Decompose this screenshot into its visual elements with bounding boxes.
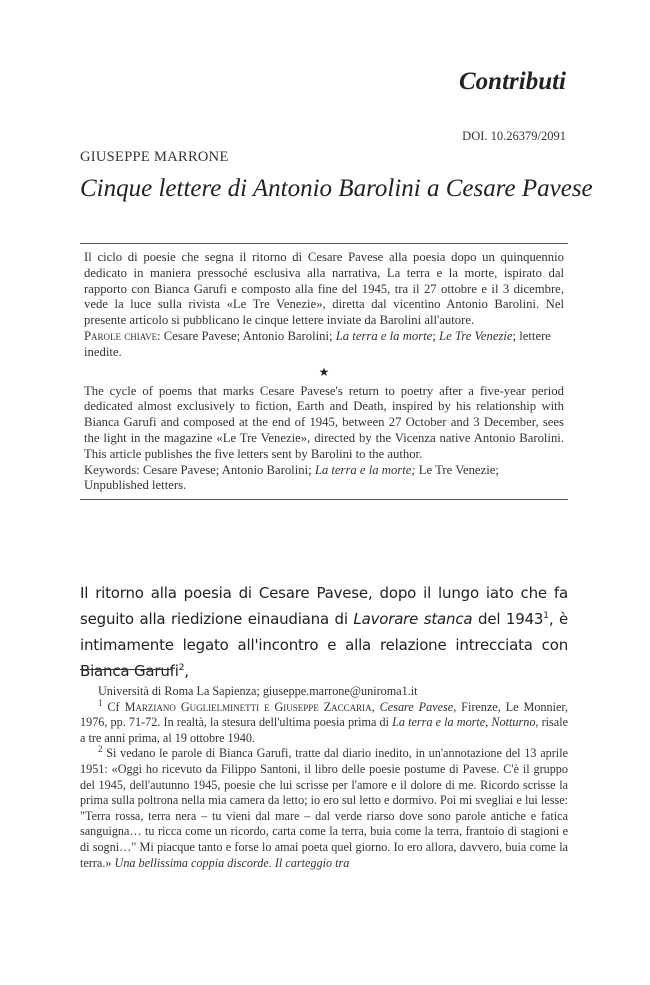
footnote-number: 1 (98, 697, 103, 708)
keywords-italian (84, 329, 564, 361)
keywords-part: Le Tre Venezie; Unpublished letters. (84, 462, 499, 493)
footnote-2 (80, 746, 568, 871)
keywords-part: Keywords: Cesare Pavese; Antonio Barolini; (84, 462, 315, 477)
keywords-part: Cesare Pavese; Antonio Barolini; (160, 328, 336, 343)
footnote-ref-1[interactable]: 1 (543, 611, 549, 621)
keywords-work: La terra e la morte (335, 328, 433, 343)
body-work-title: Lavorare stanca (353, 610, 473, 628)
footnote-text: , risale a tre anni prima, al 19 ottobre 1940. (80, 715, 568, 745)
abstract-box (80, 243, 568, 500)
keywords-part: ; (432, 328, 440, 343)
body-text-part: Il ritorno alla poesia di Cesare Pavese, dopo il lungo iato che fa seguito alla riedizione einaudiana di (80, 584, 568, 628)
section-heading: Contributi (459, 68, 566, 95)
footnote-work: Cesare Pavese (379, 699, 454, 714)
footnote-text: Si vedano le parole di Bianca Garufi, tratte dal diario inedito, in un'annotazione del 13 aprile 1951: «Oggi ho ricevuto da Filippo Santoni, il libro delle poesie postume di Pavese. C'è il gruppo del 1945, dell'autunno 1945, poesie che lui scrisse per l'amore e il dolore di me. Ricordo scrisse la prima sulla poltrona nella mia camera da letto; io ero sul letto e dormivo. Poi mi svegliai e lui lesse: "Terra rossa, terra nera – tu vieni dal mare – dal verde riarso dove sono parole antiche e fatica sanguigna… tu ricca come un ricordo, carta come la terra, buia come la terra, frantoio di stagioni e di sogni…" Mi piacque tanto e forse lo amai poeta quel giorno. Io ero allora, davvero, buia come la terra.» (80, 746, 568, 870)
footnote-number: 2 (98, 744, 103, 755)
footnotes (80, 684, 568, 871)
abstract-italian: Il ciclo di poesie che segna il ritorno di Cesare Pavese alla poesia dopo un quinquennio dedicato in maniera pressoché esclusiva alla narrativa, La terra e la morte, ispirato dal rapporto con Bianca Garufi e composto alla fine del 1945, tra il 27 ottobre e il 3 dicembre, vede la luce sulla rivista «Le Tre Venezie», diretta dal vicentino Antonio Barolini. Nel presente articolo si pubblicano le cinque lettere inviate da Barolini all'autore. (84, 250, 564, 328)
footnote-authors: Marziano Guglielminetti e Giuseppe Zaccaria (124, 699, 372, 714)
article-author: GIUSEPPE MARRONE (80, 149, 229, 165)
footnote-text: Cf (102, 699, 125, 714)
keywords-part: ; lettere inedite. (84, 328, 551, 359)
abstract-english: The cycle of poems that marks Cesare Pavese's return to poetry after a five-year period dedicated almost exclusively to fiction, Earth and Death, inspired by his relationship with Bianca Garufi and composed at the end of 1945, between 27 October and 3 December, sees the light in the magazine «Le Tre Venezie», directed by the Vicenza native Antonio Barolini. This article publishes the five letters sent by Barolini to the author. (84, 383, 564, 461)
footnote-1: $^1$ Cf Marziano Guglielminetti e Giuseppe Zaccaria, Cesare Pavese, Firenze, Le Monnier, 1976, pp. 71-72. In realtà, la stesura dell'ultima poesia prima di La terra e la morte, Notturno, risale a tre anni prima, al 19 ottobre 1940. (80, 697, 569, 745)
body-text-part: , è intimamente legato all'incontro e alla relazione intrecciata con Bianca Garufi (80, 610, 568, 680)
footnote-work: Una bellissima coppia discorde. Il carteggio tra (114, 855, 350, 870)
footnote-ref-2[interactable]: 2 (178, 663, 185, 673)
footnote-text: , Firenze, Le Monnier, 1976, pp. 71-72. In realtà, la stesura dell'ultima poesia prima di (80, 699, 569, 730)
body-text-part: del 1943 (472, 610, 544, 628)
article-title: Cinque lettere di Antonio Barolini a Cesare Pavese (80, 175, 593, 202)
footnote-work: La terra e la morte, Notturno (392, 715, 536, 730)
star-separator: ★ (318, 364, 330, 379)
keywords-journal: Le Tre Venezie (439, 328, 513, 343)
affiliation-note: Università di Roma La Sapienza; giuseppe.marrone@uniroma1.it (98, 684, 418, 698)
body-text-part: , (184, 662, 189, 680)
keywords-work: La terra e la morte; (314, 462, 416, 477)
doi-label: DOI. 10.26379/2091 (462, 129, 566, 143)
footnote-divider (80, 669, 172, 670)
keywords-english (84, 463, 564, 495)
keywords-label: Parole chiave: (84, 328, 161, 343)
